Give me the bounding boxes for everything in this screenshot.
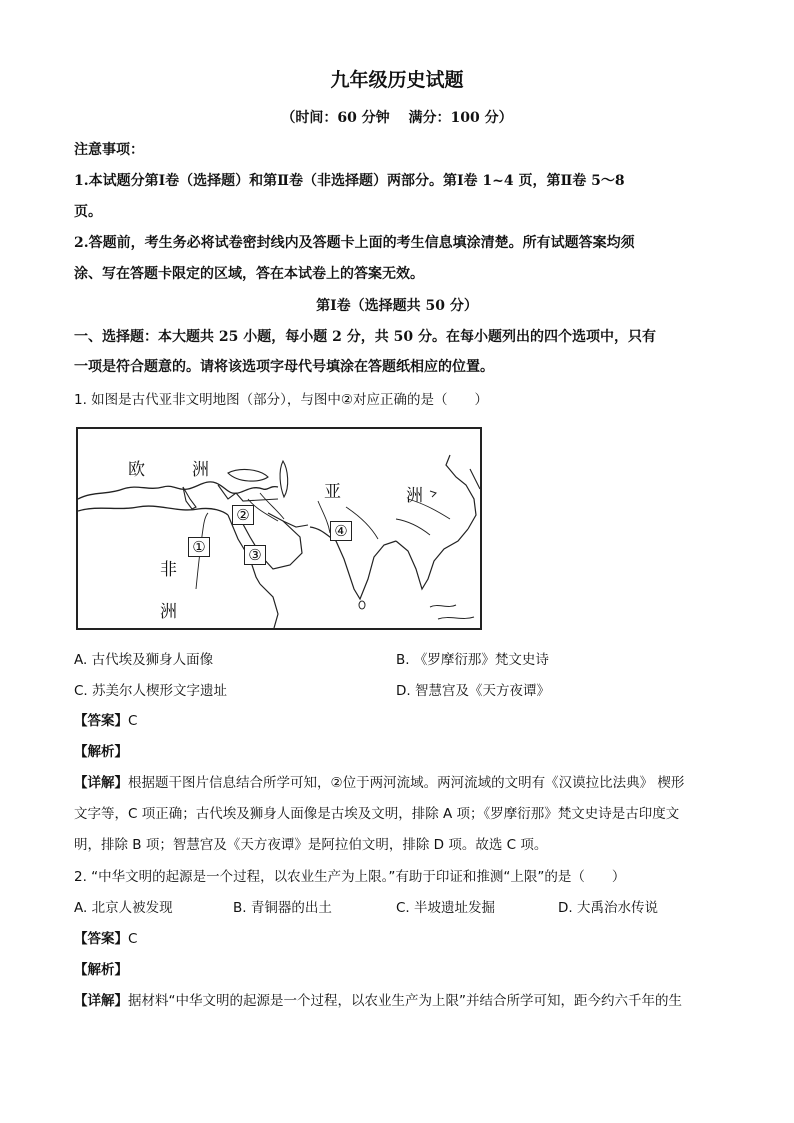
map-label-europe-1: 欧 xyxy=(128,460,145,480)
q1-answer-tag: 【答案】 xyxy=(74,713,128,729)
section-instructions: 一、选择题：本大题共 25 小题，每小题 2 分，共 50 分。在每小题列出的四个选项中，只有 xyxy=(74,329,656,345)
question-1-stem: 1. 如图是古代亚非文明地图（部分），与图中②对应正确的是（ ） xyxy=(74,392,489,408)
q2-option-a: A. 北京人被发现 xyxy=(74,900,173,916)
map-marker-1: ① xyxy=(188,537,210,557)
notice-item-1: 1.本试题分第Ⅰ卷（选择题）和第Ⅱ卷（非选择题）两部分。第Ⅰ卷 1~4 页，第Ⅱ卷 5～8 xyxy=(74,173,625,189)
q2-detail-line-1 xyxy=(74,991,720,1011)
q1-option-d: D. 智慧宫及《天方夜谭》 xyxy=(396,683,550,699)
q2-analysis-tag: 【解析】 xyxy=(74,962,128,978)
map-label-africa-2: 洲 xyxy=(160,602,177,622)
q2-option-d: D. 大禹治水传说 xyxy=(558,900,658,916)
q1-detail-line-2: 文字等，C 项正确；古代埃及狮身人面像是古埃及文明，排除 A 项；《罗摩衍那》梵文史诗是古印度文 xyxy=(74,806,680,822)
q2-answer: C xyxy=(128,931,138,947)
q1-option-b: B. 《罗摩衍那》梵文史诗 xyxy=(396,652,549,668)
q2-option-b: B. 青铜器的出土 xyxy=(233,900,332,916)
map-label-africa-1: 非 xyxy=(160,560,177,580)
map-label-europe-2: 洲 xyxy=(192,460,209,480)
map-marker-2: ② xyxy=(232,505,254,525)
map-marker-4: ④ xyxy=(330,521,352,541)
exam-time-score: （时间：60 分钟 满分：100 分） xyxy=(281,110,513,126)
q1-detail-line-3: 明，排除 B 项；智慧宫及《天方夜谭》是阿拉伯文明，排除 D 项。故选 C 项。 xyxy=(74,837,548,853)
q1-detail-tag: 【详解】 xyxy=(74,775,128,791)
q1-detail-line-1 xyxy=(74,773,720,793)
q1-option-a: A. 古代埃及狮身人面像 xyxy=(74,652,214,668)
q1-answer: C xyxy=(128,713,138,729)
page-title: 九年级历史试题 xyxy=(330,69,464,91)
notice-item-2: 2.答题前，考生务必将试卷密封线内及答题卡上面的考生信息填涂清楚。所有试题答案均须 xyxy=(74,235,635,251)
notice-item-1-cont: 页。 xyxy=(74,204,102,220)
map-label-asia-1: 亚 xyxy=(324,482,341,502)
map-label-asia-2: 洲 xyxy=(406,486,423,506)
section-title: 第Ⅰ卷（选择题共 50 分） xyxy=(316,298,478,314)
q2-detail-text-1: 据材料“中华文明的起源是一个过程，以农业生产为上限”并结合所学可知，距今约六千年的生 xyxy=(128,993,682,1009)
q2-option-c: C. 半坡遗址发掘 xyxy=(396,900,496,916)
q1-detail-text-1: 根据题干图片信息结合所学可知，②位于两河流域。两河流域的文明有《汉谟拉比法典》 楔形 xyxy=(128,775,685,791)
q2-analysis-line xyxy=(74,960,720,980)
q1-option-c: C. 苏美尔人楔形文字遗址 xyxy=(74,683,228,699)
asia-africa-map xyxy=(76,427,482,630)
q1-analysis-line xyxy=(74,742,720,762)
q2-answer-line xyxy=(74,929,720,949)
q1-answer-line xyxy=(74,711,720,731)
map-marker-3: ③ xyxy=(244,545,266,565)
q2-detail-tag: 【详解】 xyxy=(74,993,128,1009)
notice-item-2-cont: 涂、写在答题卡限定的区域，答在本试卷上的答案无效。 xyxy=(74,266,424,282)
section-instructions-cont: 一项是符合题意的。请将该选项字母代号填涂在答题纸相应的位置。 xyxy=(74,359,494,375)
question-2-stem: 2. “中华文明的起源是一个过程，以农业生产为上限。”有助于印证和推测“上限”的是（ ） xyxy=(74,869,626,885)
q2-answer-tag: 【答案】 xyxy=(74,931,128,947)
q1-analysis-tag: 【解析】 xyxy=(74,744,128,760)
notice-heading: 注意事项： xyxy=(74,142,144,158)
